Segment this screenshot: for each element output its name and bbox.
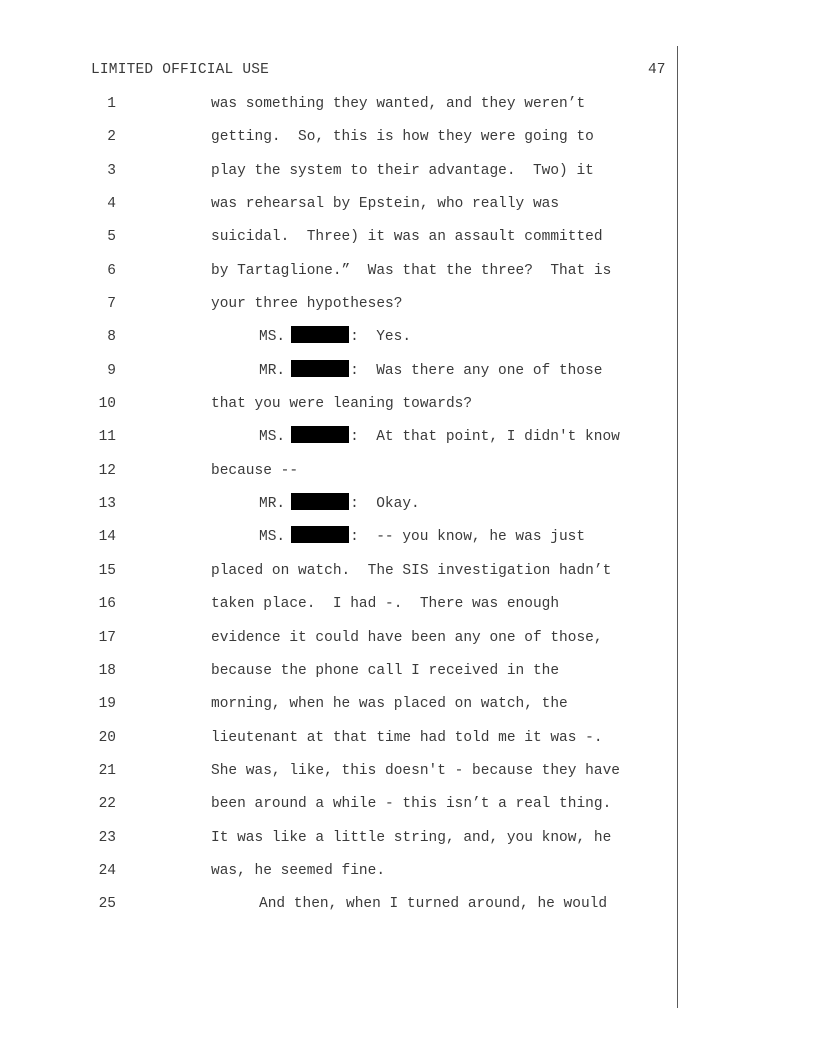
transcript-line — [0, 491, 816, 524]
line-number: 8 — [107, 329, 116, 346]
redaction-box — [291, 360, 349, 377]
transcript-line — [0, 658, 816, 691]
line-number: 1 — [107, 96, 116, 112]
redaction-box — [291, 493, 349, 510]
speaker-title: MS. — [259, 529, 286, 546]
transcript-line — [0, 191, 816, 224]
transcript-line — [0, 625, 816, 658]
line-number: 21 — [98, 762, 116, 779]
line-number: 10 — [98, 396, 116, 413]
line-text: suicidal. Three) it was an assault committed — [211, 229, 603, 246]
line-text: was, he seemed fine. — [211, 862, 386, 879]
line-number: 14 — [98, 529, 116, 546]
speaker-title: MR. — [259, 362, 286, 379]
line-text: was rehearsal by Epstein, who really was — [211, 196, 560, 213]
line-number: 20 — [98, 729, 116, 746]
transcript-line — [0, 358, 816, 391]
speaker-title: MS. — [259, 329, 286, 346]
line-number: 12 — [98, 462, 116, 479]
line-number: 9 — [107, 362, 116, 379]
line-text: It was like a little string, and, you know, he — [211, 829, 612, 846]
line-number: 18 — [98, 662, 116, 679]
redaction-box — [291, 526, 349, 543]
line-text: because the phone call I received in the — [211, 662, 560, 679]
line-text: : Was there any one of those — [350, 362, 603, 379]
line-text: : -- you know, he was just — [350, 529, 586, 546]
transcript-line — [0, 224, 816, 257]
transcript-line — [0, 591, 816, 624]
transcript-line — [0, 391, 816, 424]
speaker-line — [259, 324, 411, 350]
speaker-title: MS. — [259, 429, 286, 446]
transcript-line — [0, 725, 816, 758]
transcript-line — [0, 124, 816, 157]
line-number: 11 — [98, 429, 116, 446]
line-number: 22 — [98, 796, 116, 813]
line-text: : At that point, I didn't know — [350, 429, 620, 446]
line-number: 7 — [107, 296, 116, 313]
line-number: 13 — [98, 496, 116, 513]
line-text: She was, like, this doesn't - because they have — [211, 762, 620, 779]
transcript-line — [0, 524, 816, 557]
page-number: 47 — [648, 62, 666, 78]
transcript-line — [0, 858, 816, 891]
line-number: 6 — [107, 262, 116, 279]
line-number: 16 — [98, 596, 116, 613]
speaker-line — [259, 358, 602, 384]
redaction-box — [291, 426, 349, 443]
line-text: placed on watch. The SIS investigation hadn’t — [211, 562, 612, 579]
line-number: 19 — [98, 696, 116, 713]
speaker-line — [259, 524, 585, 550]
line-number: 2 — [107, 129, 116, 146]
line-number: 15 — [98, 562, 116, 579]
line-text: your three hypotheses? — [211, 296, 403, 313]
transcript-line — [0, 424, 816, 457]
transcript-line — [0, 458, 816, 491]
transcript-line — [0, 291, 816, 324]
transcript-line — [0, 324, 816, 357]
transcript-line — [0, 91, 816, 124]
line-number: 23 — [98, 829, 116, 846]
speaker-title: MR. — [259, 496, 286, 513]
classification-header: LIMITED OFFICIAL USE — [91, 62, 270, 78]
transcript-line — [0, 158, 816, 191]
line-text: : Yes. — [350, 329, 412, 346]
transcript-line — [0, 791, 816, 824]
transcript-line — [0, 258, 816, 291]
transcript-line — [0, 558, 816, 591]
transcript-line — [0, 825, 816, 858]
line-number: 17 — [98, 629, 116, 646]
transcript-line — [0, 891, 816, 924]
line-number: 24 — [98, 862, 116, 879]
line-text: getting. So, this is how they were going to — [211, 129, 594, 146]
speaker-line — [259, 491, 420, 517]
line-text: because -- — [211, 462, 299, 479]
line-text: : Okay. — [350, 496, 420, 513]
line-text: was something they wanted, and they weren’t — [211, 96, 586, 112]
transcript-line — [0, 758, 816, 791]
line-text: by Tartaglione.” Was that the three? That is — [211, 262, 612, 279]
line-text: lieutenant at that time had told me it was -. — [211, 729, 603, 746]
line-number: 3 — [107, 162, 116, 179]
line-number: 5 — [107, 229, 116, 246]
speaker-line — [259, 424, 620, 450]
line-text: And then, when I turned around, he would — [259, 896, 608, 913]
line-text: play the system to their advantage. Two) it — [211, 162, 594, 179]
line-text: that you were leaning towards? — [211, 396, 473, 413]
line-text: been around a while - this isn’t a real thing. — [211, 796, 612, 813]
transcript-line — [0, 691, 816, 724]
line-text: morning, when he was placed on watch, the — [211, 696, 568, 713]
redaction-box — [291, 326, 349, 343]
transcript-lines — [0, 91, 816, 925]
line-text: taken place. I had -. There was enough — [211, 596, 560, 613]
line-text: evidence it could have been any one of those, — [211, 629, 603, 646]
line-number: 4 — [107, 196, 116, 213]
line-number: 25 — [98, 896, 116, 913]
